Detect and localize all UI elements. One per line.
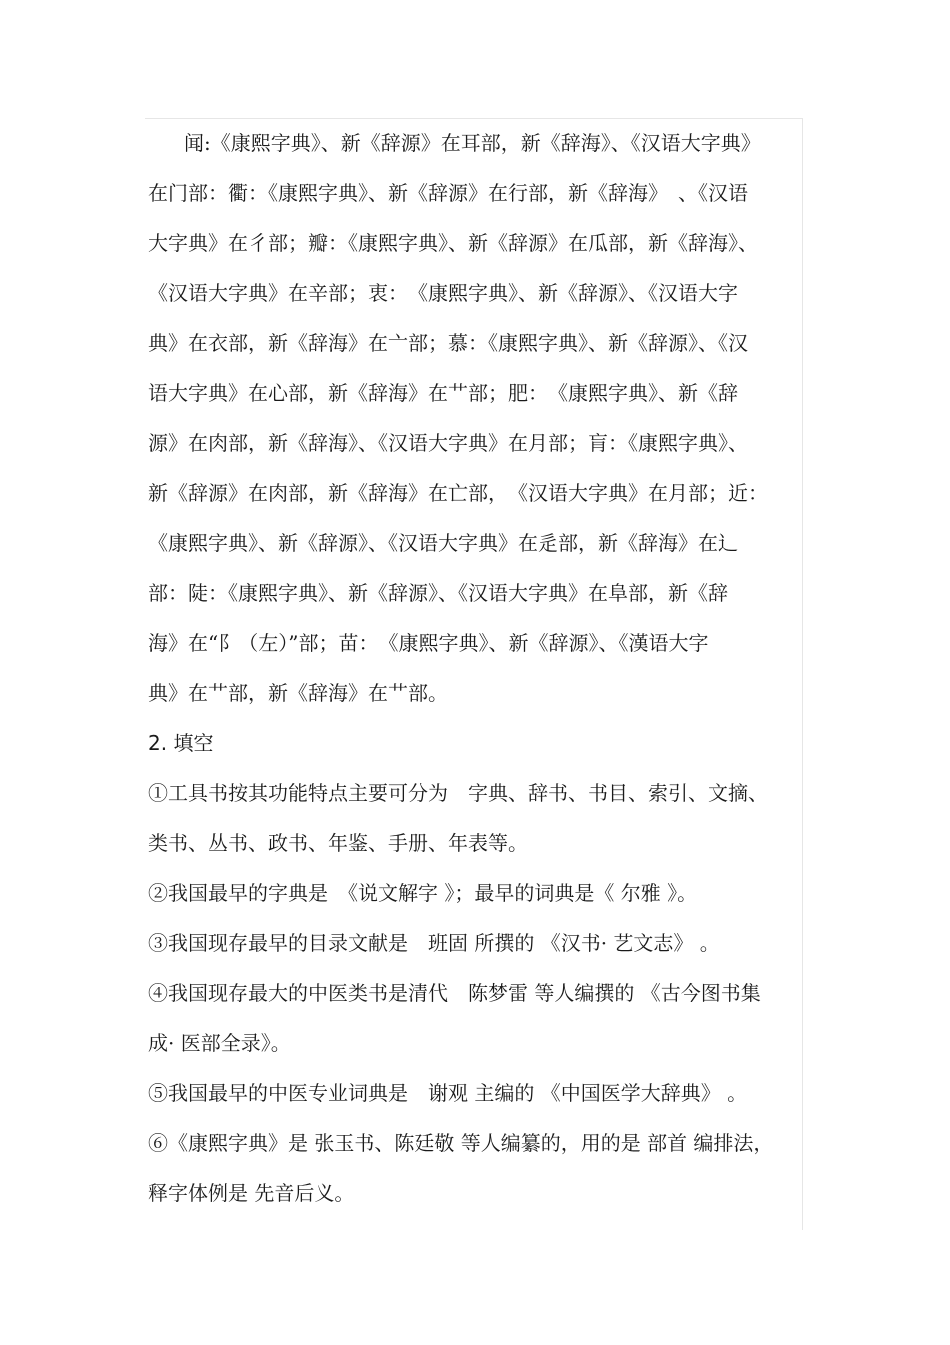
- fill-blank-line: ③我国现存最早的目录文献是 班固 所撰的 《汉书· 艺文志》 。: [148, 931, 720, 955]
- text-line: 闻:《康熙字典》、新《辞源》在耳部，新《辞海》、《汉语大字典》: [184, 131, 761, 155]
- text-line: 《汉语大字典》在辛部；衷： 《康熙字典》、新《辞源》、《汉语大字: [148, 281, 738, 305]
- text-line: 源》在肉部，新《辞海》、《汉语大字典》在月部；肓：《康熙字典》、: [148, 431, 748, 455]
- fill-blank-line: 释字体例是 先音后义。: [148, 1181, 355, 1205]
- text-line: 在门部：衢：《康熙字典》、新《辞源》在行部，新《辞海》 、《汉语: [148, 181, 748, 205]
- text-line: 典》在衣部，新《辞海》在亠部；慕：《康熙字典》、新《辞源》、《汉: [148, 331, 748, 355]
- text-line: 《康熙字典》、新《辞源》、《汉语大字典》在辵部，新《辞海》在辶: [148, 531, 738, 555]
- fill-blank-line: ④我国现存最大的中医类书是清代 陈梦雷 等人编撰的 《古今图书集: [148, 981, 761, 1005]
- text-line: 海》在“阝（左）”部；苗： 《康熙字典》、新《辞源》、《漢语大字: [148, 631, 709, 655]
- text-line: 语大字典》在心部，新《辞海》在艹部；肥： 《康熙字典》、新《辞: [148, 381, 738, 405]
- text-line: 大字典》在彳部；瓣：《康熙字典》、新《辞源》在瓜部，新《辞海》、: [148, 231, 758, 255]
- fill-blank-line: ①工具书按其功能特点主要可分为 字典、辞书、书目、索引、文摘、: [148, 781, 768, 805]
- fill-blank-line: ⑤我国最早的中医专业词典是 谢观 主编的 《中国医学大辞典》 。: [148, 1081, 748, 1105]
- fill-blank-line: ②我国最早的字典是 《说文解字 》；最早的词典是《 尔雅 》。: [148, 881, 698, 905]
- fill-blank-line: ⑥《康熙字典》是 张玉书、陈廷敬 等人编纂的，用的是 部首 编排法，: [148, 1131, 774, 1155]
- document-body: [148, 123, 802, 1223]
- text-line: 新《辞源》在肉部，新《辞海》在亡部， 《汉语大字典》在月部；近：: [148, 481, 768, 505]
- fill-blank-line: 成· 医部全录》。: [148, 1031, 291, 1055]
- fill-blank-line: 类书、丛书、政书、年鉴、手册、年表等。: [148, 831, 528, 855]
- text-line: 典》在艹部，新《辞海》在艹部。: [148, 681, 448, 705]
- section-heading: 2. 填空: [148, 731, 214, 755]
- text-line: 部：陡：《康熙字典》、新《辞源》、《汉语大字典》在阜部，新《辞: [148, 581, 728, 605]
